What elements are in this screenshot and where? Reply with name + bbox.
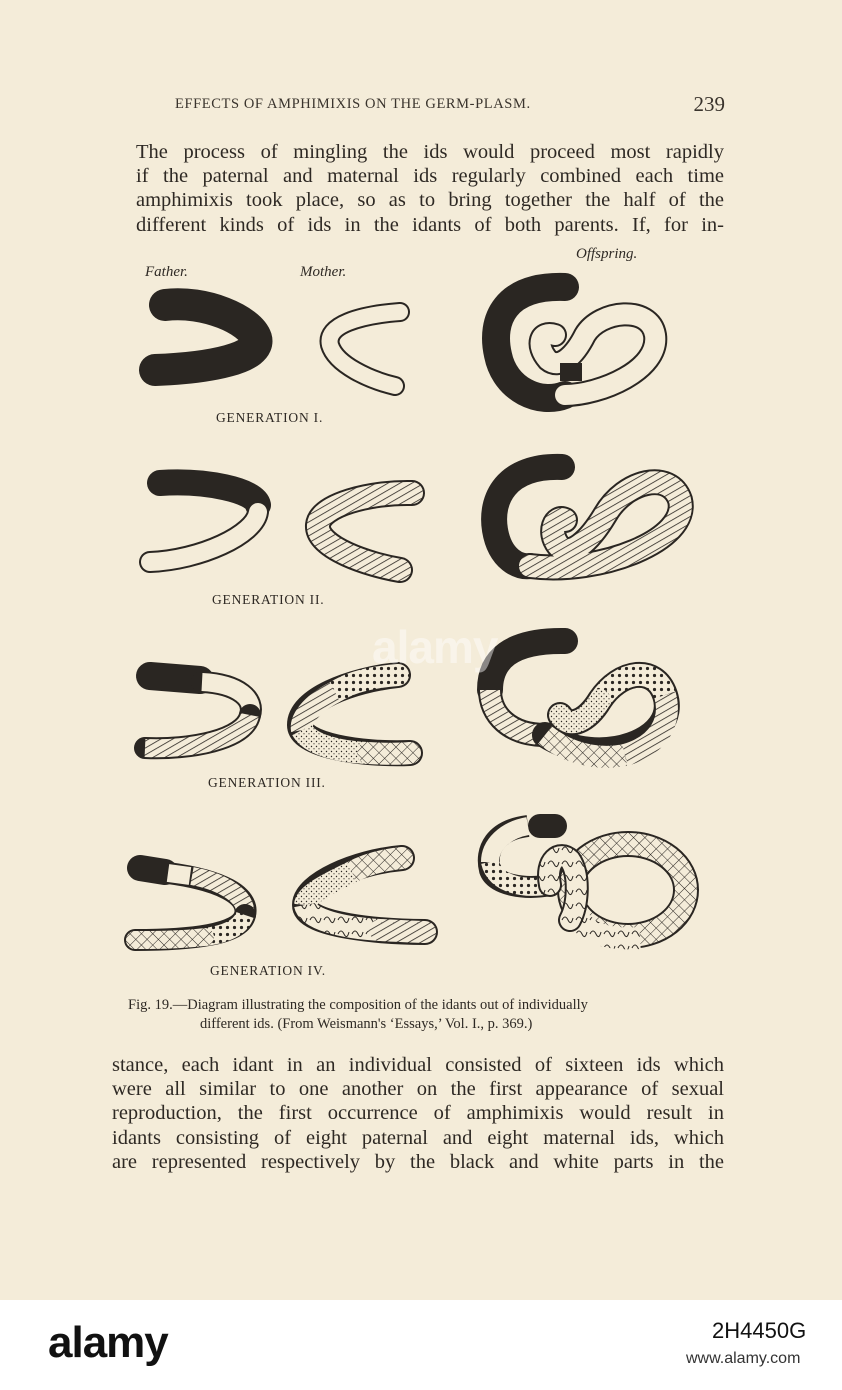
text-line: reproduction, the first occurrence of amphimixis would result in [112,1102,724,1125]
label-generation-1: GENERATION I. [216,410,324,425]
gen2-father-idant [150,482,258,562]
paragraph-bottom [112,1053,724,1174]
text-line: different kinds of ids in the idants of both parents. If, for in- [136,213,724,236]
gen2-mother-idant [318,493,412,570]
caption-line-1: Fig. 19.—Diagram illustrating the composition of the idants out of individually [128,997,588,1013]
gen4-mother-idant [305,858,425,932]
gen3-father-idant [145,676,251,748]
text-line: The process of mingling the ids would proceed most rapidly [136,141,724,163]
text-line: idants consisting of eight paternal and eight maternal ids, which [112,1126,724,1149]
gen3-offspring-idant [490,641,667,757]
text-line: amphimixis took place, so as to bring together the half of the [136,189,724,212]
text-line: stance, each idant in an individual consisted of sixteen ids which [112,1054,724,1076]
gen1-offspring-idant [496,287,655,398]
gen4-father-idant [135,868,246,940]
gen1-mother-idant [330,312,400,386]
label-mother: Mother. [300,264,347,280]
label-father: Father. [145,264,188,280]
gen1-father-idant [155,304,256,370]
running-head-title: EFFECTS OF AMPHIMIXIS ON THE GERM-PLASM. [175,96,531,112]
watermark-logo: alamy [372,621,498,673]
label-generation-2: GENERATION II. [212,592,325,607]
image-id: 2H4450G [712,1318,807,1343]
label-offspring: Offspring. [576,246,638,262]
text-line: were all similar to one another on the first appearance of sexual [112,1078,724,1101]
figure-caption [128,996,728,1034]
gen4-offspring-idant [489,826,686,938]
stock-footer [0,1300,842,1390]
text-line: if the paternal and maternal ids regularly combined each time [136,165,724,188]
gen2-offspring-idant [494,467,681,568]
label-generation-4: GENERATION IV. [210,963,326,978]
alamy-logo: alamy [48,1318,168,1367]
gen3-mother-idant [300,675,410,754]
label-generation-3: GENERATION III. [208,775,326,790]
text-line: are represented respectively by the black and white parts in the [112,1150,724,1173]
stock-url: www.alamy.com [686,1350,801,1367]
page-number: 239 [693,92,725,116]
caption-line-2: different ids. (From Weismann's ‘Essays,’ Vol. I., p. 369.) [200,1016,533,1032]
